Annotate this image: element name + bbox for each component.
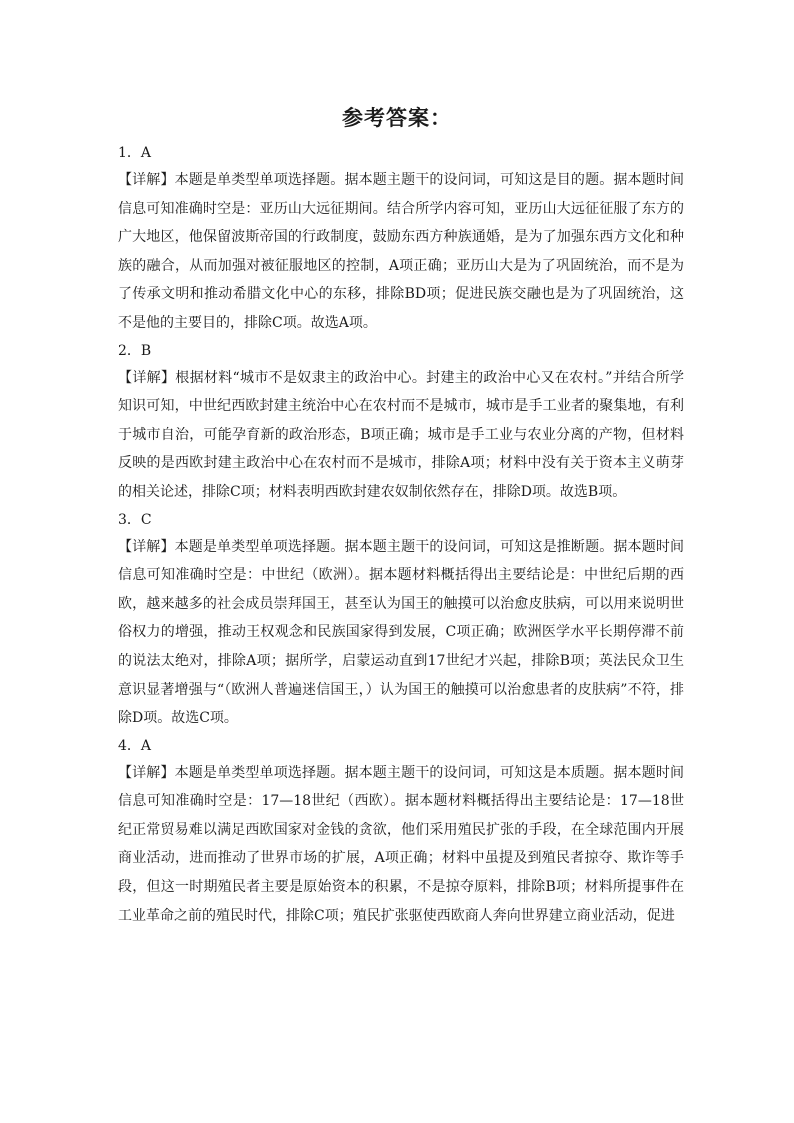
answer-number: 1．A bbox=[118, 145, 152, 161]
answer-list bbox=[118, 140, 684, 930]
answer-number: 2．B bbox=[118, 342, 152, 359]
answer-number: 3．C bbox=[118, 511, 152, 528]
answer-number: 4．A bbox=[118, 737, 152, 754]
answer-explanation: 【详解】本题是单类型单项选择题。据本题主题干的设问词，可知这是目的题。据本题时间信息可知准确时空是：亚历山大远征期间。结合所学内容可知，亚历山大远征征服了东方的广大地区，他保留波斯帝国的行政制度，鼓励东西方种族通婚，是为了加强东西方文化和种族的融合，从而加强对被征服地区的控制，A项正确；亚历山大是为了巩固统治，而不是为了传承文明和推动希腊文化中心的东移，排除BD项；促进民族交融也是为了巩固统治，这不是他的主要目的，排除C项。故选A项。 bbox=[118, 172, 684, 331]
answer-explanation: 【详解】本题是单类型单项选择题。据本题主题干的设问词，可知这是本质题。据本题时间信息可知准确时空是：17—18世纪（西欧）。据本题材料概括得出主要结论是：17—18世纪正常贸易难以满足西欧国家对金钱的贪欲，他们采用殖民扩张的手段，在全球范围内开展商业活动，进而推动了世界市场的扩展，A项正确；材料中虽提及到殖民者掠夺、欺诈等手段，但这一时期殖民者主要是原始资本的积累，不是掠夺原料，排除B项；材料所提事件在工业革命之前的殖民时代，排除C项；殖民扩张驱使西欧商人奔向世界建立商业活动，促进 bbox=[118, 764, 684, 924]
page-title: 参考答案： bbox=[342, 105, 452, 130]
answer-explanation: 【详解】根据材料“城市不是奴隶主的政治中心。封建主的政治中心又在农村。”并结合所学知识可知，中世纪西欧封建主统治中心在农村而不是城市，城市是手工业者的聚集地，有利于城市自治，可能孕育新的政治形态，B项正确；城市是手工业与农业分离的产物，但材料反映的是西欧封建主政治中心在农村而不是城市，排除A项；材料中没有关于资本主义萌芽的相关论述，排除C项；材料表明西欧封建农奴制依然存在，排除D项。故选B项。 bbox=[118, 369, 684, 500]
answer-explanation: 【详解】本题是单类型单项选择题。据本题主题干的设问词，可知这是推断题。据本题时间信息可知准确时空是：中世纪（欧洲）。据本题材料概括得出主要结论是：中世纪后期的西欧，越来越多的社会成员崇拜国王，甚至认为国王的触摸可以治愈皮肤病，可以用来说明世俗权力的增强，推动王权观念和民族国家得到发展，C项正确；欧洲医学水平长期停滞不前的说法太绝对，排除A项；据所学，启蒙运动直到17世纪才兴起，排除B项；英法民众卫生意识显著增强与“（欧洲人普遍迷信国王，）认为国王的触摸可以治愈患者的皮肤病”不符，排除D项。故选C项。 bbox=[118, 538, 684, 727]
